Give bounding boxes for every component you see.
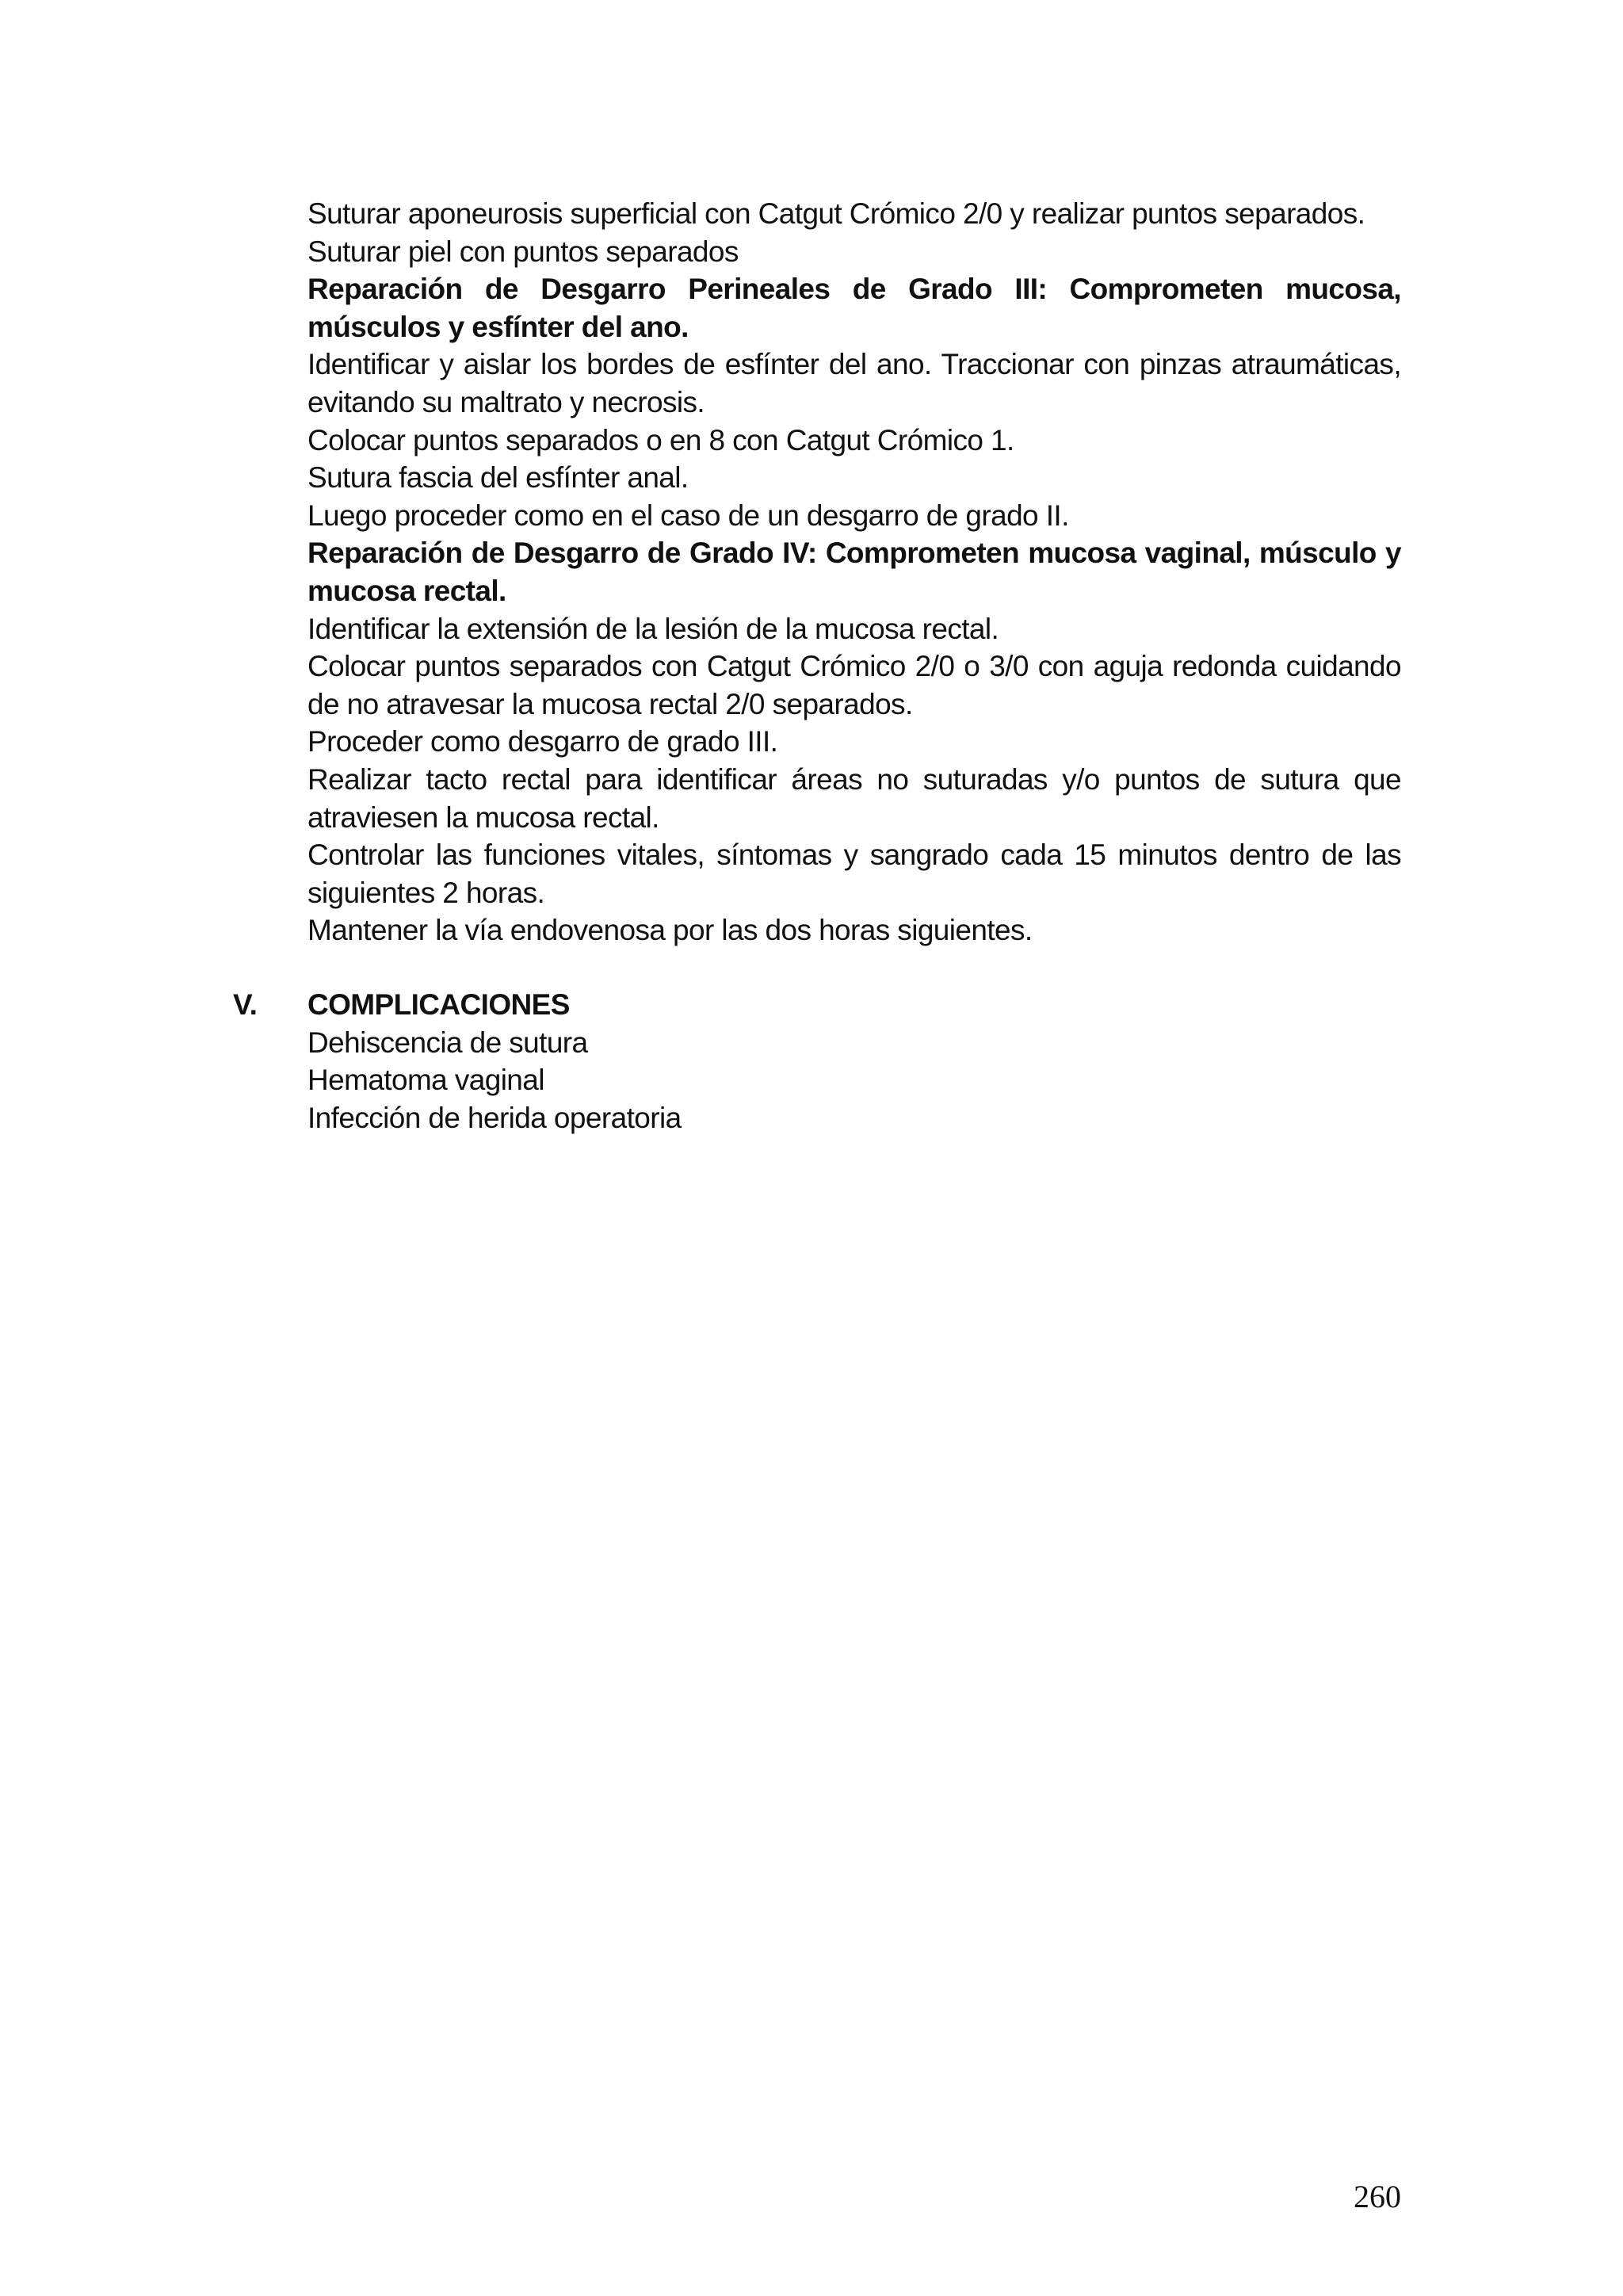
paragraph-suture-fascia: Sutura fascia del esfínter anal. [307, 461, 689, 495]
list-item: Dehiscencia de sutura [307, 1026, 588, 1059]
heading-grade-iii-repair: Reparación de Desgarro Perineales de Grado III: Comprometen mucosa, músculos y esfínter del ano. [307, 273, 1401, 343]
procedure-text [307, 195, 1401, 949]
page-number: 260 [1354, 2179, 1401, 2214]
section-body [307, 986, 1401, 1137]
paragraph-place-stitches: Colocar puntos separados o en 8 con Catgut Crómico 1. [307, 423, 1014, 457]
paragraph-place-separate-stitches: Colocar puntos separados con Catgut Crómico 2/0 o 3/0 con aguja redonda cuidando de no atravesar la mucosa rectal 2/0 separados. [307, 650, 1401, 720]
paragraph-rectal-exam: Realizar tacto rectal para identificar áreas no suturadas y/o puntos de sutura que atraviesen la mucosa rectal. [307, 762, 1401, 834]
section-number: V. [233, 988, 258, 1021]
list-item: Hematoma vaginal [307, 1064, 544, 1097]
paragraph-suture-aponeurosis: Suturar aponeurosis superficial con Catgut Crómico 2/0 y realizar puntos separados. [307, 197, 1365, 230]
paragraph-proceed-grade-ii: Luego proceder como en el caso de un desgarro de grado II. [307, 499, 1069, 532]
paragraph-identify-sphincter: Identificar y aislar los bordes de esfínter del ano. Traccionar con pinzas atraumáticas, evitando su maltrato y necrosis. [307, 348, 1401, 418]
paragraph-maintain-iv: Mantener la vía endovenosa por las dos horas siguientes. [307, 914, 1033, 947]
paragraph-suture-skin: Suturar piel con puntos separados [307, 235, 739, 268]
paragraph-monitor-vitals: Controlar las funciones vitales, síntomas y sangrado cada 15 minutos dentro de las siguientes 2 horas. [307, 839, 1401, 909]
section-title: COMPLICACIONES [307, 988, 570, 1021]
list-item: Infección de herida operatoria [307, 1101, 682, 1134]
paragraph-proceed-grade-iii: Proceder como desgarro de grado III. [307, 725, 778, 758]
heading-grade-iv-repair: Reparación de Desgarro de Grado IV: Comprometen mucosa vaginal, músculo y mucosa rectal. [307, 537, 1401, 607]
paragraph-identify-lesion: Identificar la extensión de la lesión de la mucosa rectal. [307, 612, 999, 645]
